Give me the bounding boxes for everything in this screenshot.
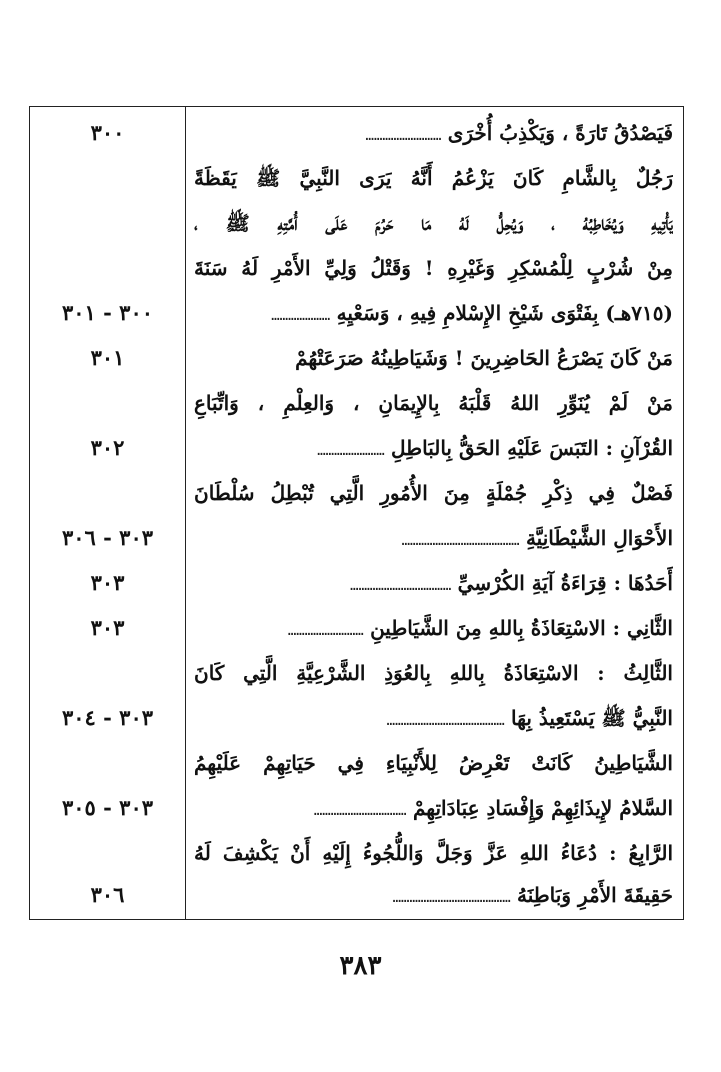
page-ref [30, 831, 185, 875]
page-number: ٣٨٣ [339, 951, 382, 981]
page-ref [30, 381, 185, 425]
toc-line [30, 786, 683, 830]
toc-line [30, 741, 683, 785]
entry-text: أَحَدُهَا : قِرَاءَةُ آيَةِ الكُرْسِيِّ ……………………………… [350, 571, 673, 595]
toc-line [30, 156, 683, 200]
entry-text: مَنْ كَانَ يَصْرَعُ الحَاضِرِينَ ! وَشَيَاطِينُهُ صَرَعَتْهُمْ [295, 346, 673, 370]
page-ref [30, 471, 185, 515]
toc-line [30, 651, 683, 695]
entry-text: فَيَصْدُقُ تَارَةً ، وَيَكْذِبُ أُخْرَى ……………………… [365, 121, 673, 145]
entry-text: يَأْتِيهِ وَيُخَاطِبُهُ ، وَيُحِلُّ لَهُ مَا حَرُمَ عَلَى أُمَّتِهِ ﷺ ، [194, 211, 673, 235]
page-ref [30, 201, 185, 245]
toc-line [30, 246, 683, 290]
page-ref: ٣٠٢ [90, 435, 125, 460]
toc-line [30, 696, 683, 740]
toc-line [30, 201, 683, 245]
page-ref: ٣٠٣ - ٣٠٥ [61, 795, 154, 820]
page-ref: ٣٠٠ [90, 120, 125, 145]
entry-text: النَّبِيُّ ﷺ يَسْتَعِيذُ بِهَا …………………………………… [386, 706, 673, 730]
page-ref [30, 156, 185, 200]
entry-text: فَصْلٌ فِي ذِكْرِ جُمْلَةٍ مِنَ الأُمُورِ الَّتِي تُبْطِلُ سُلْطَانَ [194, 481, 673, 505]
toc-line [30, 336, 683, 380]
entry-text: الرَّابِعُ : دُعَاءُ اللهِ عَزَّ وَجَلَّ وَاللُّجُوءُ إِلَيْهِ أَنْ يَكْشِفَ لَهُ [194, 841, 673, 865]
toc-line [30, 606, 683, 650]
toc-line [30, 291, 683, 335]
page-ref: ٣٠٣ [90, 570, 125, 595]
page-ref: ٣٠١ [90, 345, 125, 370]
entry-text: الثَّالِثُ : الاسْتِعَاذَةُ بِاللهِ بِالعُوَذِ الشَّرْعِيَّةِ الَّتِي كَانَ [194, 661, 673, 685]
entry-text: الثَّانِي : الاسْتِعَاذَةُ بِاللهِ مِنَ الشَّيَاطِينِ ……………………… [287, 616, 673, 640]
toc-line [30, 381, 683, 425]
page-ref: ٣٠٦ [90, 882, 125, 907]
toc-line [30, 831, 683, 875]
toc-line [30, 111, 683, 155]
entry-text: الأَحْوَالِ الشَّيْطَانِيَّةِ …………………………………… [401, 526, 673, 550]
entry-text: الشَّيَاطِينُ كَانَتْ تَعْرِضُ لِلأَنْبِيَاءِ فِي حَيَاتِهِمْ عَلَيْهِمُ [194, 751, 673, 775]
page-ref: ٣٠٣ - ٣٠٦ [61, 525, 154, 550]
toc-line [30, 426, 683, 470]
toc-line [30, 471, 683, 515]
entry-text: حَقِيقَةَ الأَمْرِ وَبَاطِنَهُ …………………………………… [392, 883, 673, 907]
entry-text: مِنْ شُرْبٍ لِلْمُسْكِرِ وَغَيْرِهِ ! وَقَتْلُ وَلِيِّ الأَمْرِ لَهُ سَنَةَ [194, 256, 673, 280]
entry-text: السَّلامُ لإِيذَائِهِمْ وَإِفْسَادِ عِبَادَاتِهِمْ …………………………… [313, 796, 673, 820]
toc-line [30, 561, 683, 605]
toc-table [29, 106, 684, 920]
page-ref: ٣٠٠ - ٣٠١ [61, 300, 154, 325]
entry-text: مَنْ لَمْ يُنَوِّرِ اللهُ قَلْبَهُ بِالإِيمَانِ ، وَالعِلْمِ ، وَاتِّبَاعِ [194, 391, 673, 415]
page-ref [30, 741, 185, 785]
page-ref: ٣٠٣ - ٣٠٤ [61, 705, 154, 730]
entry-text: رَجُلٌ بِالشَّامِ كَانَ يَزْعُمُ أَنَّهُ يَرَى النَّبِيَّ ﷺ يَقَظَةً [194, 166, 673, 190]
page-ref: ٣٠٣ [90, 615, 125, 640]
toc-line [30, 516, 683, 560]
page-ref [30, 651, 185, 695]
entry-text: (٧١٥هـ) بِفَتْوَى شَيْخِ الإِسْلامِ فِيهِ ، وَسَعْيِهِ ………………… [271, 301, 673, 325]
toc-line [30, 873, 683, 917]
entry-text: القُرْآنِ : التَبَسَ عَلَيْهِ الحَقُّ بِالبَاطِلِ …………………… [317, 436, 673, 460]
page-ref [30, 246, 185, 290]
